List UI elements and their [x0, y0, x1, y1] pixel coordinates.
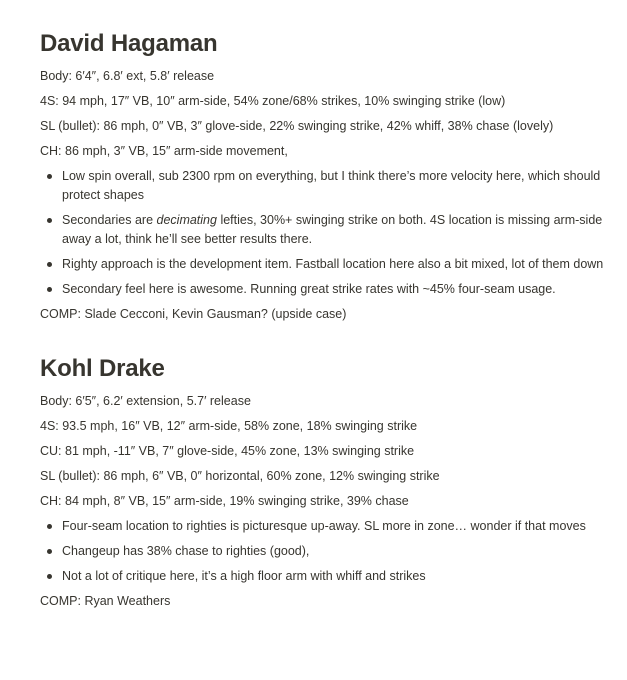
bullet-icon: [47, 574, 52, 579]
notes-list: [40, 164, 607, 302]
changeup-line: CH: 84 mph, 8″ VB, 15″ arm-side, 19% swinging strike, 39% chase: [40, 494, 409, 508]
player-section-drake: [40, 353, 607, 614]
bullet-icon: [47, 287, 52, 292]
list-item-text: Secondary feel here is awesome. Running great strike rates with ~45% four-seam usage.: [62, 282, 556, 296]
body-line: Body: 6′5″, 6.2′ extension, 5.7′ release: [40, 394, 251, 408]
list-item: [40, 164, 607, 208]
list-item-text: Changeup has 38% chase to righties (good),: [62, 544, 310, 558]
player-heading: Kohl Drake: [40, 355, 165, 382]
text-segment: lefties, 30%+ swinging strike on both. 4S location is missing arm-side away a lot, think he’ll see better results there.: [62, 213, 603, 246]
text-segment: Secondaries are: [62, 213, 157, 227]
player-heading: David Hagaman: [40, 30, 218, 57]
list-item-text: Low spin overall, sub 2300 rpm on everything, but I think there’s more velocity here, which should protect shapes: [62, 169, 601, 202]
comp-line: COMP: Ryan Weathers: [40, 594, 171, 608]
list-item: [40, 208, 607, 252]
list-item-text: [62, 211, 607, 249]
list-item: [40, 539, 607, 564]
curveball-line: CU: 81 mph, -11″ VB, 7″ glove-side, 45% zone, 13% swinging strike: [40, 444, 415, 458]
player-section-hagaman: [40, 28, 607, 327]
slider-line: SL (bullet): 86 mph, 0″ VB, 3″ glove-side, 22% swinging strike, 42% whiff, 38% chase (lovely): [40, 119, 554, 133]
bullet-icon: [47, 218, 52, 223]
list-item: [40, 514, 607, 539]
bullet-icon: [47, 174, 52, 179]
list-item: [40, 564, 607, 589]
list-item-text: Four-seam location to righties is picturesque up-away. SL more in zone… wonder if that moves: [62, 519, 586, 533]
fourseam-line: 4S: 94 mph, 17″ VB, 10″ arm-side, 54% zone/68% strikes, 10% swinging strike (low): [40, 94, 506, 108]
notes-list: [40, 514, 607, 589]
list-item: [40, 277, 607, 302]
emphasis-text: decimating: [156, 213, 217, 227]
list-item-text: Not a lot of critique here, it’s a high floor arm with whiff and strikes: [62, 569, 426, 583]
bullet-icon: [47, 262, 52, 267]
fourseam-line: 4S: 93.5 mph, 16″ VB, 12″ arm-side, 58% zone, 18% swinging strike: [40, 419, 418, 433]
slider-line: SL (bullet): 86 mph, 6″ VB, 0″ horizontal, 60% zone, 12% swinging strike: [40, 469, 440, 483]
list-item-text: Righty approach is the development item. Fastball location here also a bit mixed, lot of them down: [62, 257, 604, 271]
comp-line: COMP: Slade Cecconi, Kevin Gausman? (upside case): [40, 307, 347, 321]
list-item: [40, 252, 607, 277]
bullet-icon: [47, 549, 52, 554]
body-line: Body: 6′4″, 6.8′ ext, 5.8′ release: [40, 69, 215, 83]
bullet-icon: [47, 524, 52, 529]
changeup-line: CH: 86 mph, 3″ VB, 15″ arm-side movement,: [40, 144, 288, 158]
